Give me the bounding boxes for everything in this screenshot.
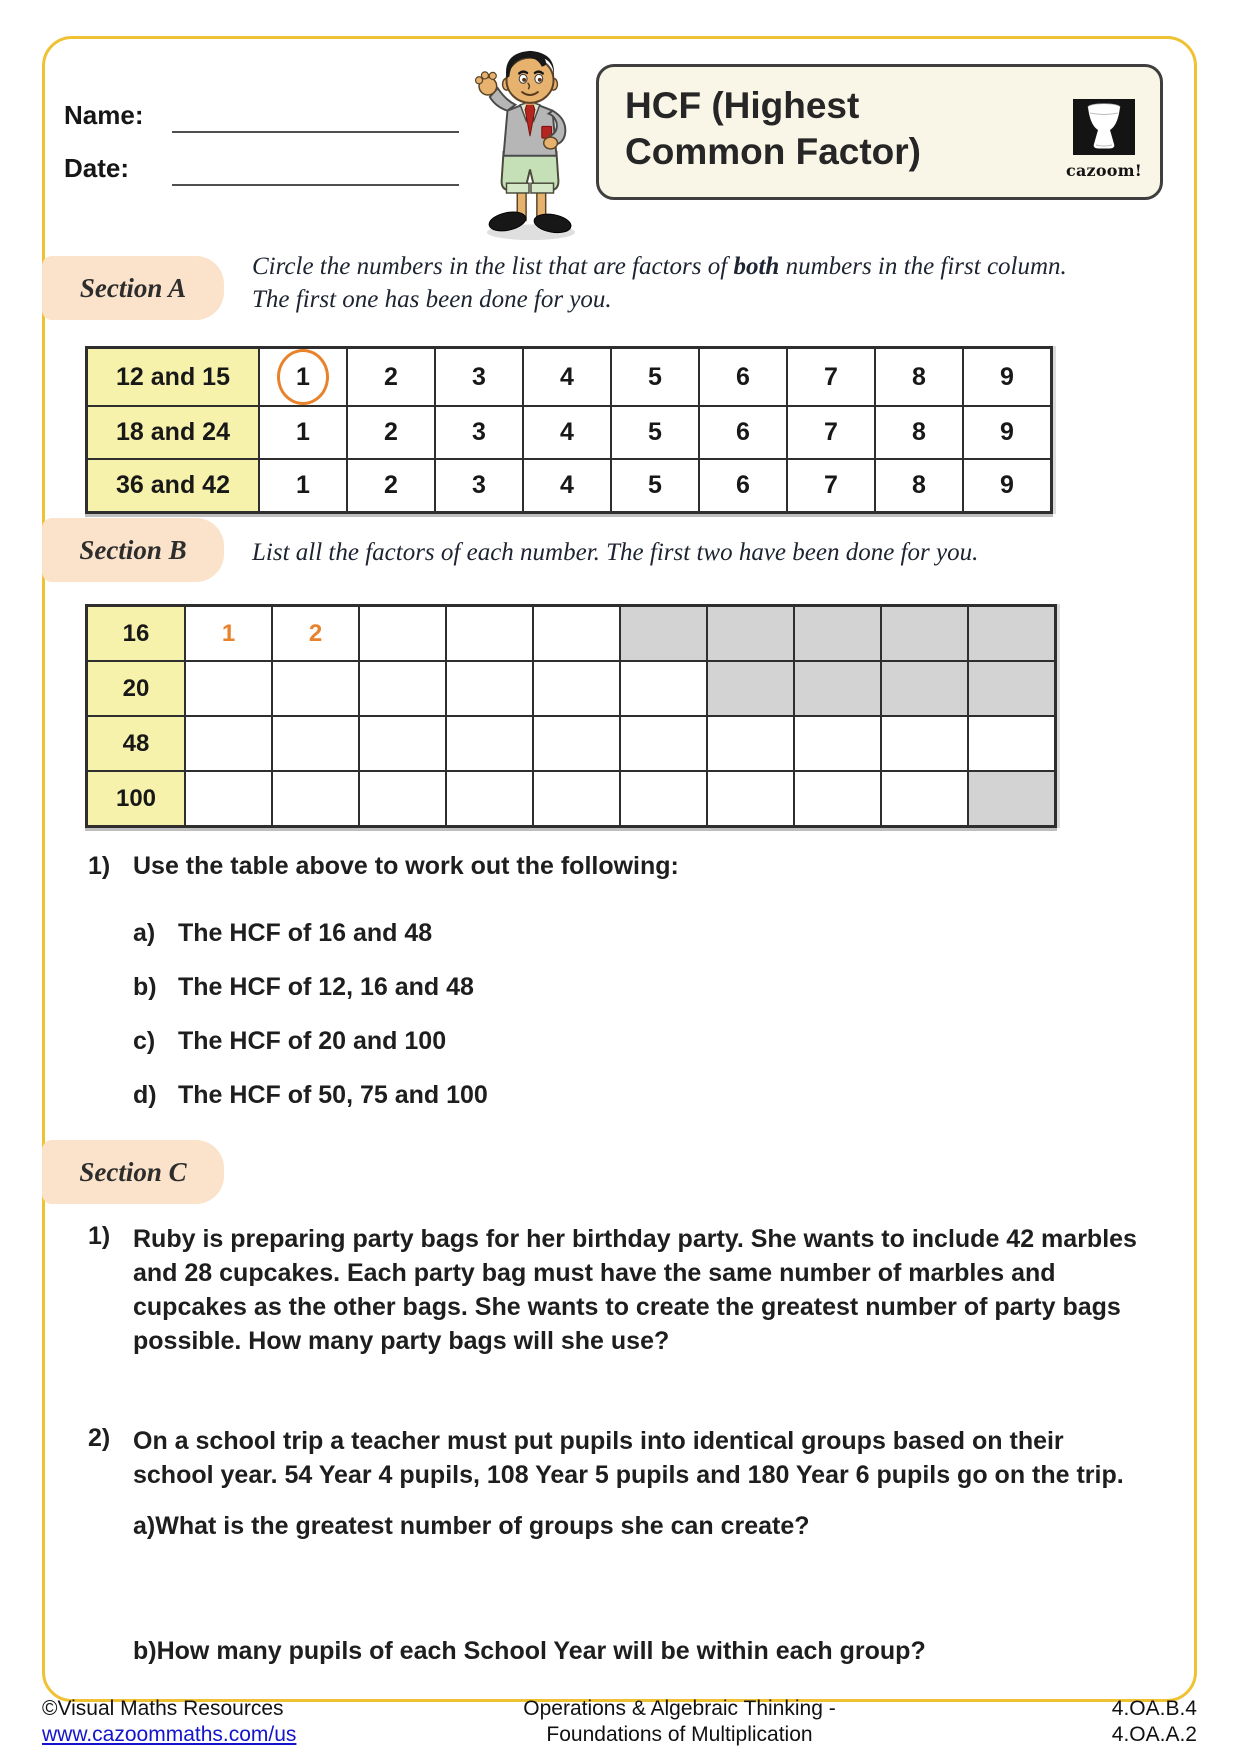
standard-codes: 4.OA.B.4 4.OA.A.2 [1111,1697,1197,1746]
number-cell[interactable]: 3 [435,406,523,459]
question-text: Use the table above to work out the following: [133,852,679,880]
factor-entry-cell[interactable] [359,771,446,827]
factor-entry-cell[interactable] [881,771,968,827]
factor-entry-cell[interactable] [620,661,707,716]
sub-question-text: The HCF of 16 and 48 [178,919,433,947]
drum-logo-icon [1073,99,1135,155]
factor-entry-cell[interactable] [272,771,359,827]
number-cell[interactable]: 5 [611,459,699,513]
word-problem [88,1424,1150,1492]
number-cell[interactable]: 3 [435,348,523,407]
factor-entry-cell[interactable] [620,771,707,827]
question-number: 1) [88,852,111,880]
factor-entry-cell[interactable] [446,661,533,716]
cazoom-logo [1066,99,1142,180]
sub-question [133,919,1148,947]
number-cell[interactable]: 1 [259,459,347,513]
sub-question-letter: b) [133,1637,157,1665]
question-number: 1) [88,1222,111,1250]
name-input-line[interactable] [172,131,459,133]
factor-entry-cell[interactable] [968,716,1056,771]
disabled-cell [707,606,794,662]
disabled-cell [968,606,1056,662]
factor-entry-cell[interactable] [359,661,446,716]
section-a-label: Section A [42,256,224,320]
section-b-instruction: List all the factors of each number. The first two have been done for you. [252,539,979,566]
factor-entry-cell[interactable] [359,716,446,771]
number-cell[interactable]: 6 [699,348,787,407]
website-link[interactable]: www.cazoommaths.com/us [42,1723,297,1746]
example-answer: 2 [308,619,323,647]
number-cell[interactable]: 5 [611,406,699,459]
factor-entry-cell[interactable] [794,716,881,771]
number-cell[interactable]: 4 [523,406,611,459]
schoolboy-mascot-icon [466,46,594,242]
disabled-cell [794,606,881,662]
factor-entry-cell[interactable] [794,771,881,827]
number-cell[interactable]: 4 [523,459,611,513]
section-b-table [85,604,1057,828]
sub-question-text: The HCF of 50, 75 and 100 [178,1081,488,1109]
factor-entry-cell[interactable] [359,606,446,662]
row-label-cell: 12 and 15 [87,348,260,407]
number-cell[interactable]: 6 [699,459,787,513]
factor-entry-cell[interactable] [446,606,533,662]
sub-question-letter: d) [133,1081,157,1109]
row-label-cell: 18 and 24 [87,406,260,459]
number-cell[interactable]: 9 [963,348,1052,407]
factor-entry-cell[interactable] [272,716,359,771]
number-cell[interactable]: 7 [787,406,875,459]
number-cell[interactable]: 1 [259,406,347,459]
section-b-label: Section B [42,518,224,582]
factor-entry-cell[interactable] [533,771,620,827]
date-input-line[interactable] [172,184,459,186]
section-c-questions [88,1222,1150,1665]
section-a-instruction: Circle the numbers in the list that are factors of both numbers in the first column. The first one has been done for you. [252,253,1067,313]
factors-list-row [87,716,1056,771]
factor-entry-cell[interactable] [533,716,620,771]
factors-list-row [87,771,1056,827]
number-cell[interactable] [259,348,347,407]
factor-entry-cell[interactable] [707,716,794,771]
number-cell[interactable]: 2 [347,406,435,459]
factor-entry-cell[interactable] [185,661,272,716]
row-label-cell: 16 [87,606,186,662]
disabled-cell [968,771,1056,827]
sub-question [133,1081,1148,1109]
sub-question-letter: c) [133,1027,156,1055]
factor-row [87,406,1052,459]
sub-question-text: The HCF of 12, 16 and 48 [178,973,474,1001]
number-cell[interactable]: 4 [523,348,611,407]
question-text: On a school trip a teacher must put pupils into identical groups based on their school year. 54 Year 4 pupils, 108 Year 5 pupils and 180 Year 6 pupils go on the trip. [133,1427,1124,1489]
disabled-cell [620,606,707,662]
sub-question-text: How many pupils of each School Year will be within each group? [156,1637,926,1665]
sub-question [133,1512,1150,1540]
sub-question [133,973,1148,1001]
factor-entry-cell[interactable] [185,771,272,827]
number-cell[interactable]: 3 [435,459,523,513]
sub-question [133,1637,1150,1665]
logo-wordmark: cazoom! [1066,161,1142,180]
factor-entry-cell[interactable] [881,716,968,771]
factor-entry-cell[interactable] [272,606,359,662]
row-label-cell: 100 [87,771,186,827]
number-cell[interactable]: 2 [347,459,435,513]
disabled-cell [968,661,1056,716]
number-cell[interactable]: 7 [787,459,875,513]
sub-question-text: The HCF of 20 and 100 [178,1027,447,1055]
disabled-cell [794,661,881,716]
factor-entry-cell[interactable] [533,606,620,662]
section-a-table [85,346,1053,514]
row-label-cell: 20 [87,661,186,716]
sub-question-letter: b) [133,973,157,1001]
section-a-table-body [87,348,1052,513]
number-cell[interactable]: 8 [875,459,963,513]
question-number: 2) [88,1424,111,1452]
sub-question-letter: a) [133,1512,156,1540]
disabled-cell [707,661,794,716]
name-label: Name: [64,100,144,130]
factors-list-row [87,606,1056,662]
sub-question [133,1027,1148,1055]
question-text: Ruby is preparing party bags for her birthday party. She wants to include 42 marbles and 28 cupcakes. Each party bag must have the same number of marbles and cupcakes as the other bags. She wants to create the greatest number of party bags possible. How many party bags will she use? [133,1225,1137,1355]
number-cell[interactable]: 9 [963,406,1052,459]
circled-answer: 1 [277,349,329,405]
worksheet-title-box [596,64,1163,200]
number-cell[interactable]: 8 [875,348,963,407]
factor-entry-cell[interactable] [620,716,707,771]
section-b-table-body [87,606,1056,827]
factor-entry-cell[interactable] [446,716,533,771]
section-c-label: Section C [42,1140,224,1204]
row-label-cell: 36 and 42 [87,459,260,513]
copyright-text: ©Visual Maths Resources [42,1697,284,1720]
number-cell[interactable]: 6 [699,406,787,459]
disabled-cell [881,661,968,716]
factor-entry-cell[interactable] [185,716,272,771]
factor-entry-cell[interactable] [446,771,533,827]
factor-entry-cell[interactable] [272,661,359,716]
word-problem [88,1222,1150,1358]
number-cell[interactable]: 7 [787,348,875,407]
page-footer [42,1696,1197,1748]
sub-question-letter: a) [133,919,156,947]
factor-row [87,348,1052,407]
number-cell[interactable]: 9 [963,459,1052,513]
question-1-items [88,919,1148,1109]
question-1-block [88,852,1148,1109]
page-title: HCF (Highest Common Factor) [625,85,921,172]
factor-entry-cell[interactable] [707,771,794,827]
number-cell[interactable]: 8 [875,406,963,459]
curriculum-strand: Operations & Algebraic Thinking - Foundations of Multiplication [523,1697,836,1746]
factors-list-row [87,661,1056,716]
date-label: Date: [64,153,130,183]
number-cell[interactable]: 5 [611,348,699,407]
factor-entry-cell[interactable] [533,661,620,716]
factor-row [87,459,1052,513]
factor-entry-cell[interactable] [185,606,272,662]
row-label-cell: 48 [87,716,186,771]
number-cell[interactable]: 2 [347,348,435,407]
example-answer: 1 [221,619,236,647]
disabled-cell [881,606,968,662]
sub-question-text: What is the greatest number of groups she can create? [155,1512,810,1540]
